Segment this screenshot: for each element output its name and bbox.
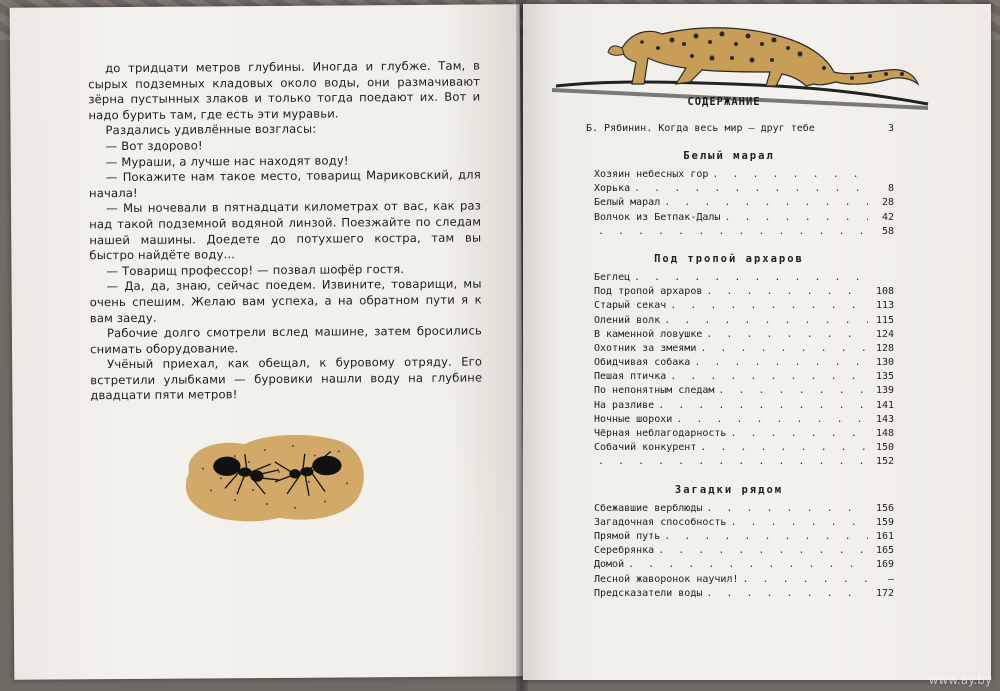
toc-entry-title: Загадочная способность — [594, 516, 727, 528]
toc-entry[interactable] — [594, 328, 894, 342]
toc-entry[interactable] — [594, 271, 894, 285]
toc-leader-dots — [743, 573, 869, 587]
toc-entry-title: Хозяин небесных гор — [594, 169, 709, 180]
paragraph: — Покажите нам такое место, товарищ Мариковский, для начала! — [88, 167, 481, 200]
toc-entry-page: 143 — [875, 413, 894, 425]
paragraph: Учёный приехал, как обещал, к буровому отряду. Его встретили улыбками — буровики нашли воду на глубине двадцати пяти метров! — [90, 354, 483, 403]
toc-entry-page: 139 — [875, 385, 894, 397]
toc-leader-dots — [730, 516, 868, 530]
toc-section-heading: Загадки рядом — [674, 483, 784, 496]
toc-foreword[interactable] — [586, 122, 894, 136]
toc-entry-title: Волчок из Бетпак-Далы — [594, 211, 721, 223]
toc-entry[interactable] — [594, 342, 894, 356]
toc-leader-dots — [706, 285, 868, 299]
toc-entry-page: 150 — [875, 442, 894, 454]
toc-leader-dots — [706, 328, 868, 342]
toc-entry-page: 130 — [875, 357, 894, 369]
toc-leader-dots — [730, 427, 868, 441]
toc-entry-title: Обидчивая собака — [594, 357, 691, 369]
toc-leader-dots — [628, 558, 868, 572]
left-page — [10, 4, 525, 680]
toc-entry-title: По непонятным следам — [594, 385, 715, 397]
toc-section-heading: Под тропой архаров — [654, 252, 804, 265]
paragraph: Рабочие долго смотрели вслед машине, затем бросились снимать оборудование. — [89, 323, 482, 356]
toc-entry-page: 108 — [875, 286, 894, 298]
toc-entry[interactable] — [594, 225, 894, 239]
toc-entry[interactable] — [594, 573, 894, 587]
toc-entry-page: 165 — [875, 545, 894, 557]
toc-entry-title: Серебрянка — [594, 545, 655, 557]
toc-entry[interactable] — [594, 441, 894, 455]
toc-leader-dots — [706, 502, 868, 516]
toc-entry-page: 152 — [875, 456, 894, 468]
toc-entry-page: 3 — [887, 123, 894, 134]
right-page — [523, 4, 991, 680]
toc-entry-title: Собачий конкурент — [594, 442, 697, 454]
toc-entry-title: Ночные шорохи — [594, 413, 673, 425]
toc-entry-title: Прямой путь — [594, 530, 661, 542]
toc-entry[interactable] — [594, 356, 894, 370]
toc-entry[interactable] — [594, 399, 894, 413]
toc-entry-title: Беглец — [594, 271, 631, 283]
toc-entry[interactable] — [594, 285, 894, 299]
toc-entry-title: Олений волк — [594, 314, 661, 326]
toc-entry-title: Старый секач — [594, 300, 667, 312]
toc-entry-title: Охотник за змеями — [594, 342, 697, 354]
toc-title: СОДЕРЖАНИЕ — [687, 96, 761, 108]
toc-leader-dots — [724, 211, 868, 225]
toc-entry-page: 115 — [875, 314, 894, 326]
toc-entry[interactable] — [594, 558, 894, 572]
toc-entry-page: 141 — [875, 399, 894, 411]
paragraph: — Мураши, а лучше нас находят воду! — [105, 152, 349, 169]
paragraph: — Мы ночевали в пятнадцати километрах от вас, как раз над такой подземной водяной линзой. Поезжайте по следам нашей машины. Доедете до потухшего костра, там вы быстро найдёте воду... — [89, 198, 482, 263]
toc-leader-dots — [664, 530, 868, 544]
toc-entry[interactable] — [594, 299, 894, 313]
toc-entry[interactable] — [594, 182, 894, 196]
toc-entry[interactable] — [594, 384, 894, 398]
toc-entry-title: Под тропой архаров — [594, 286, 703, 298]
toc-entry[interactable] — [594, 516, 894, 530]
toc-entry-title: Чёрная неблагодарность — [594, 428, 727, 439]
toc-leader-dots — [718, 384, 868, 398]
toc-leader-dots — [706, 587, 868, 601]
paragraph: — Вот здорово! — [105, 138, 203, 154]
toc-entry-page: 124 — [875, 328, 894, 340]
toc-entry-title: Хорька — [594, 183, 631, 195]
story-text — [88, 59, 482, 405]
paragraph: — Да, да, знаю, сейчас поедем. Извините, товарищи, мы очень спешим. Желаю вам успеха, а на обратном пути я к вам заеду. — [89, 276, 482, 325]
toc-entry-page: 172 — [875, 587, 894, 599]
toc-entry[interactable] — [594, 502, 894, 516]
toc-leader-dots — [658, 544, 868, 558]
toc-entry[interactable] — [594, 211, 894, 225]
toc-leader-dots — [664, 196, 868, 210]
toc-leader-dots — [664, 314, 868, 328]
toc-entry-title: Домой — [594, 559, 625, 571]
toc-leader-dots — [676, 413, 868, 427]
toc-entry[interactable] — [594, 427, 894, 441]
toc-entry-page: 28 — [881, 197, 894, 209]
toc-leader-dots — [700, 342, 868, 356]
toc-section-heading: Белый марал — [683, 150, 775, 162]
toc-sections — [594, 150, 894, 601]
toc-entry[interactable] — [594, 168, 894, 182]
toc-entry[interactable] — [594, 413, 894, 427]
toc-entry-page: 159 — [875, 516, 894, 528]
toc-entry-page: 58 — [881, 225, 894, 237]
toc-leader-dots — [670, 299, 868, 313]
toc-entry-page: 42 — [881, 211, 894, 223]
table-of-contents — [586, 96, 894, 601]
toc-leader-dots — [670, 370, 868, 384]
toc-leader-dots — [694, 356, 868, 370]
toc-leader-dots — [658, 399, 868, 413]
toc-leader-dots — [700, 441, 868, 455]
toc-entry[interactable] — [594, 196, 894, 210]
toc-entry[interactable] — [594, 314, 894, 328]
toc-entry-page: — — [887, 573, 894, 585]
ants-illustration — [175, 431, 368, 524]
toc-entry[interactable] — [594, 370, 894, 384]
toc-entry-page: 161 — [875, 530, 894, 542]
toc-entry[interactable] — [594, 544, 894, 558]
toc-entry[interactable] — [594, 587, 894, 601]
toc-leader-dots — [712, 168, 868, 182]
toc-entry-title: Предсказатели воды — [594, 587, 703, 599]
toc-leader-dots — [634, 182, 868, 196]
toc-entry-title: На разливе — [594, 399, 655, 411]
toc-leader-dots — [598, 455, 868, 469]
paragraph: — Товарищ профессор! — позвал шофёр гостя. — [106, 261, 405, 278]
toc-entry-title: В каменной ловушке — [594, 328, 703, 340]
toc-entry-page: 8 — [887, 183, 894, 195]
toc-entry-title: Лесной жаворонок научил! — [594, 573, 739, 585]
toc-entry-page: 113 — [875, 300, 894, 312]
toc-entry-page: 156 — [875, 502, 894, 514]
toc-entry-title: Белый марал — [594, 197, 661, 209]
paragraph: Раздались удивлённые возгласы: — [105, 122, 317, 138]
paragraph: до тридцати метров глубины. Иногда и глубже. Там, в сырых подземных кладовых около воды, они размачивают зёрна пустынных злаков и только тогда поедают их. Вот и надо бурить там, где есть эти муравьи. — [88, 58, 481, 123]
toc-entry-page: 169 — [875, 559, 894, 571]
toc-leader-dots — [634, 271, 868, 285]
toc-leader-dots — [598, 225, 868, 239]
toc-entry-page: 128 — [875, 342, 894, 354]
watermark: www.ay.by — [928, 673, 992, 687]
toc-entry-title: Пешая птичка — [594, 371, 667, 383]
toc-entry[interactable] — [594, 530, 894, 544]
toc-entry-title: Б. Рябинин. Когда весь мир — друг тебе — [586, 123, 815, 134]
toc-entry-page: 135 — [875, 371, 894, 383]
toc-entry[interactable] — [594, 455, 894, 469]
toc-entry-title: Сбежавшие верблюды — [594, 502, 703, 514]
toc-entry-page: 148 — [875, 428, 894, 439]
